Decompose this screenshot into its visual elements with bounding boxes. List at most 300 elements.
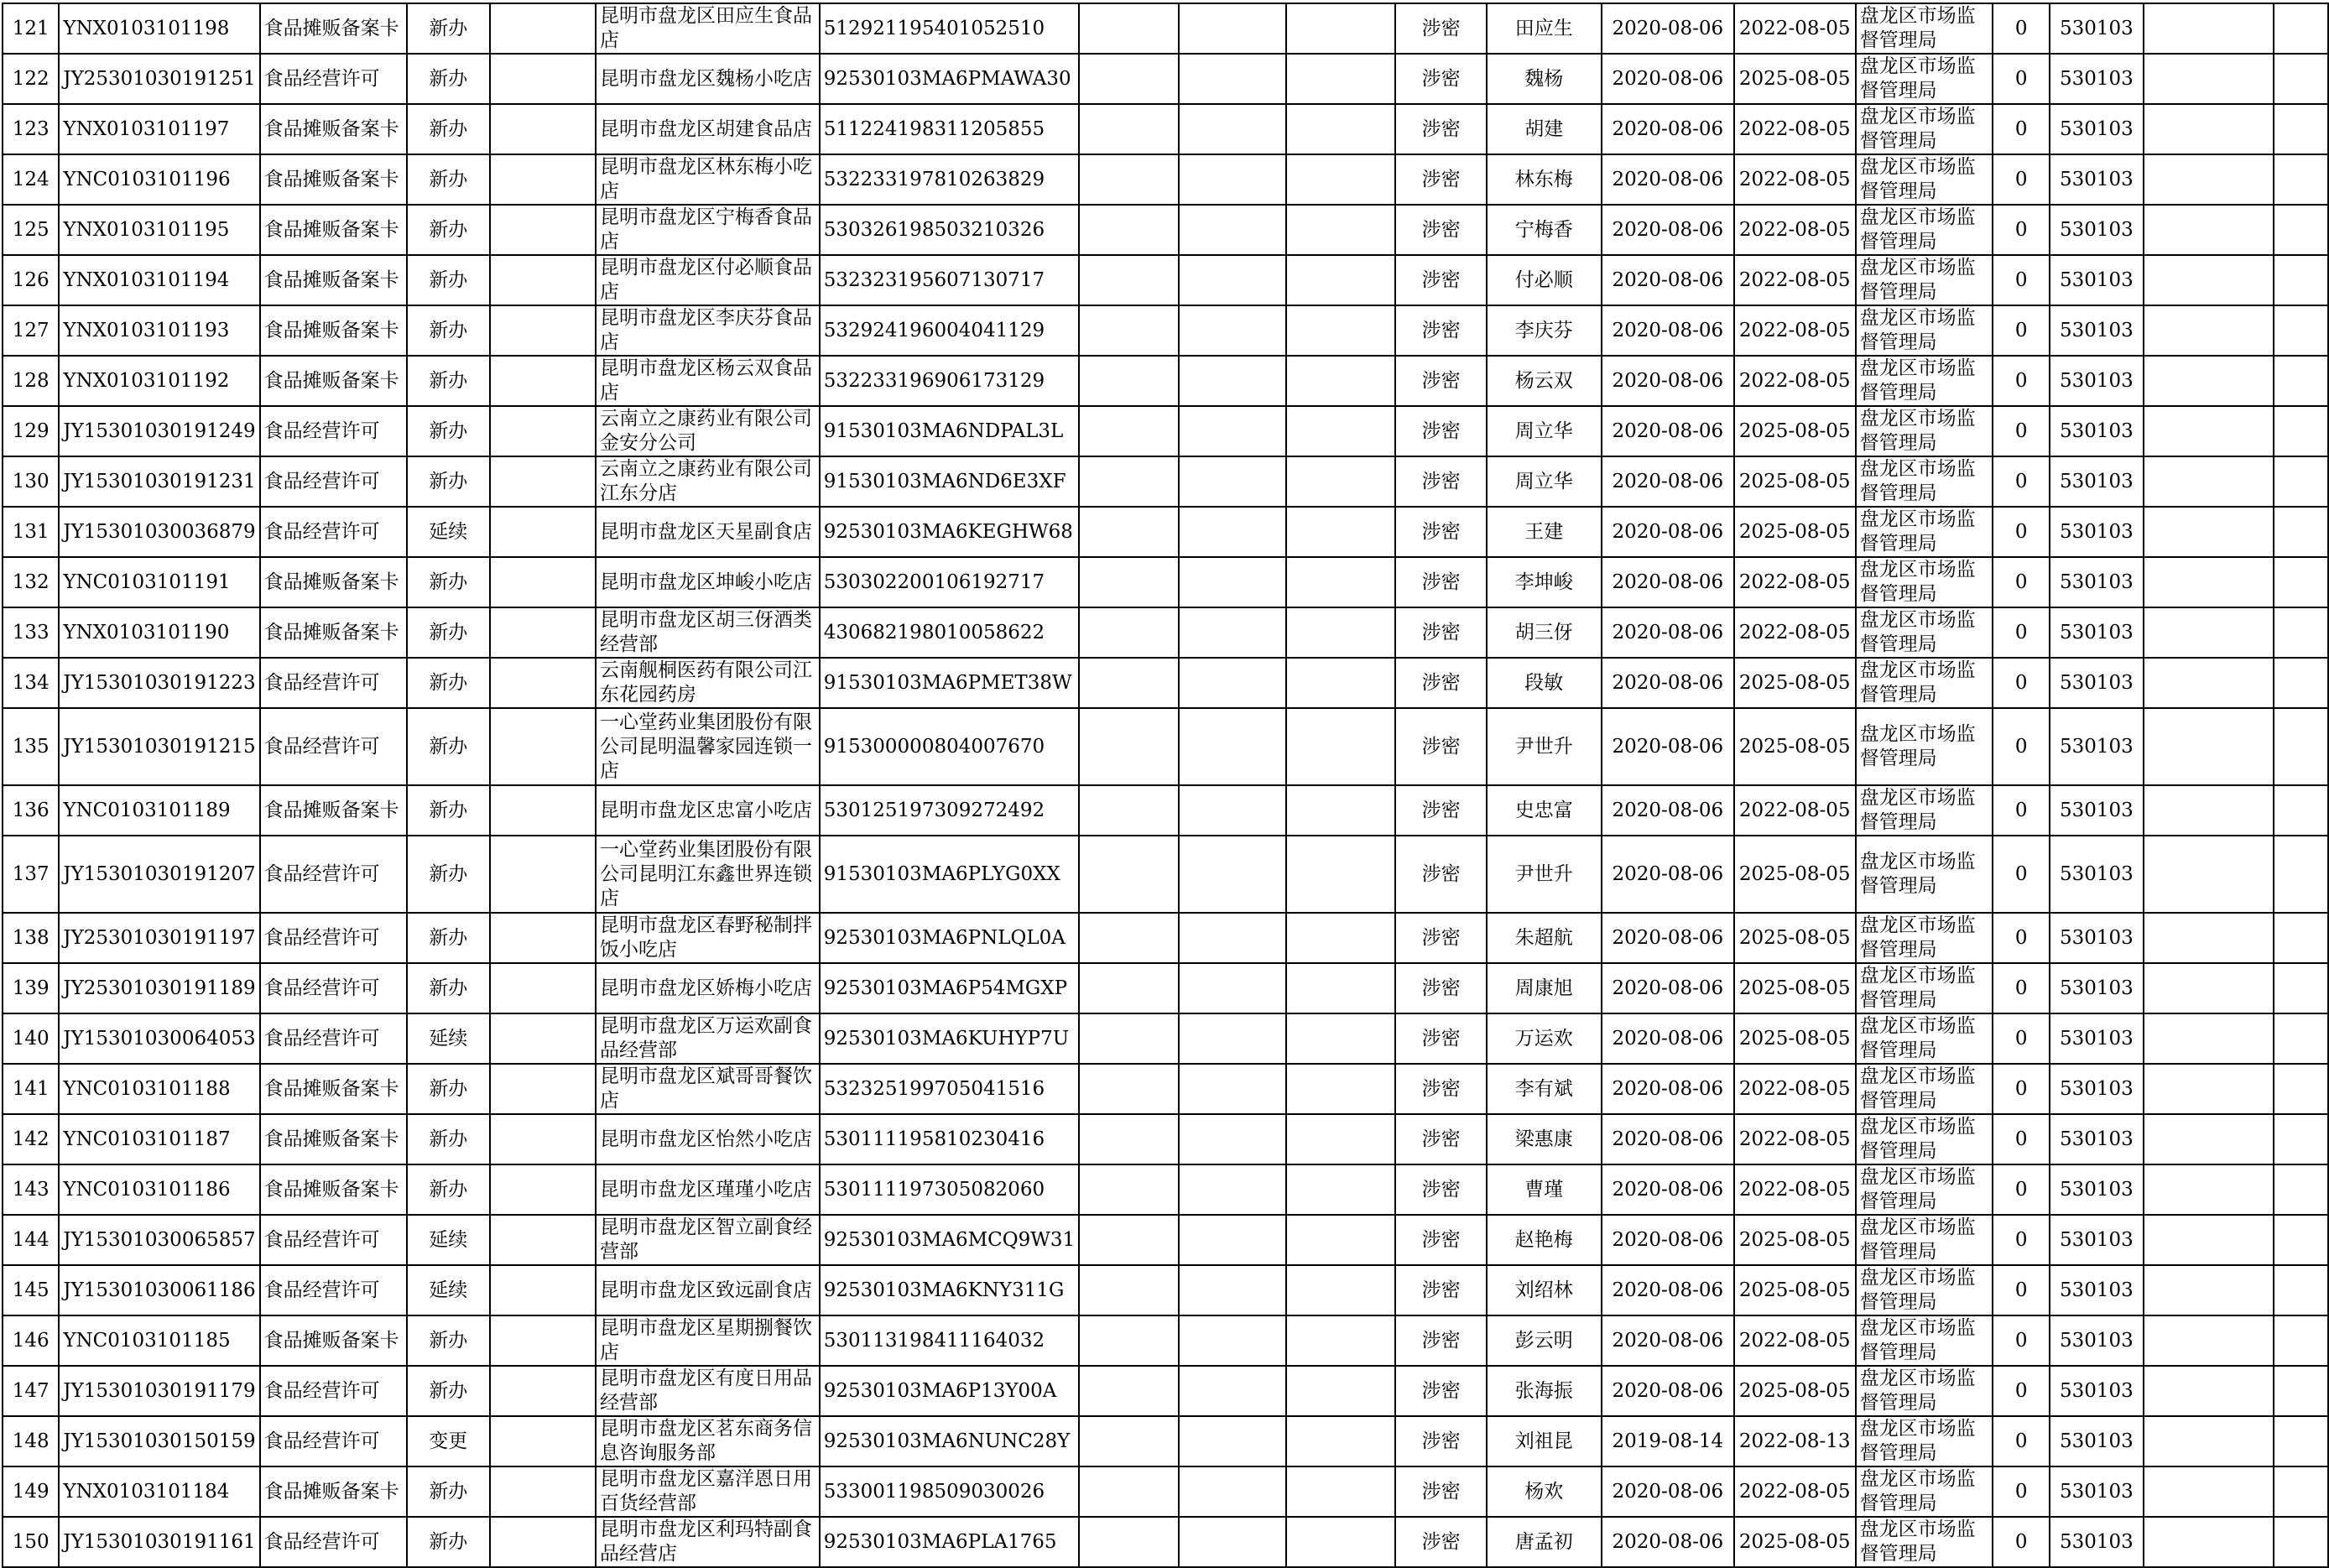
table-row <box>3 154 2328 205</box>
issuing-authority: 盘龙区市场监督管理局 <box>1856 1366 1993 1416</box>
business-name: 昆明市盘龙区忠富小吃店 <box>596 785 820 836</box>
area-code: 530103 <box>2050 1013 2143 1064</box>
area-code: 530103 <box>2050 1315 2143 1366</box>
empty-cell <box>1079 154 1179 205</box>
empty-cell <box>1179 406 1286 456</box>
empty-cell <box>490 557 596 607</box>
issuing-authority: 盘龙区市场监督管理局 <box>1856 963 1993 1013</box>
credit-code: 532233197810263829 <box>820 154 1079 205</box>
row-number: 123 <box>3 104 59 154</box>
license-type: 食品经营许可 <box>260 1265 407 1315</box>
area-code: 530103 <box>2050 1064 2143 1114</box>
empty-cell <box>1079 1114 1179 1164</box>
empty-cell <box>1286 1366 1395 1416</box>
responsible-person: 林东梅 <box>1487 154 1602 205</box>
valid-to-date: 2022-08-05 <box>1734 3 1856 54</box>
status-code: 0 <box>1993 1366 2050 1416</box>
license-number: YNX0103101193 <box>59 305 259 356</box>
license-action: 新办 <box>407 658 490 708</box>
empty-cell <box>2274 1265 2328 1315</box>
responsible-person: 刘祖昆 <box>1487 1416 1602 1466</box>
license-number: JY15301030191249 <box>59 406 259 456</box>
license-number: YNC0103101186 <box>59 1164 259 1215</box>
table-row <box>3 1315 2328 1366</box>
confidential-flag: 涉密 <box>1395 406 1486 456</box>
empty-cell <box>2144 406 2274 456</box>
empty-cell <box>1179 836 1286 913</box>
empty-cell <box>1079 255 1179 305</box>
license-number: YNC0103101191 <box>59 557 259 607</box>
credit-code: 532323195607130717 <box>820 255 1079 305</box>
valid-to-date: 2025-08-05 <box>1734 1215 1856 1265</box>
issuing-authority: 盘龙区市场监督管理局 <box>1856 1265 1993 1315</box>
valid-to-date: 2022-08-05 <box>1734 785 1856 836</box>
empty-cell <box>490 456 596 507</box>
empty-cell <box>1286 1466 1395 1517</box>
business-name: 昆明市盘龙区春野秘制拌饭小吃店 <box>596 913 820 963</box>
credit-code: 92530103MA6NUNC28Y <box>820 1416 1079 1466</box>
license-number: YNX0103101184 <box>59 1466 259 1517</box>
status-code: 0 <box>1993 658 2050 708</box>
empty-cell <box>2274 658 2328 708</box>
business-name: 昆明市盘龙区嘉洋恩日用百货经营部 <box>596 1466 820 1517</box>
license-type: 食品摊贩备案卡 <box>260 154 407 205</box>
empty-cell <box>490 963 596 1013</box>
valid-to-date: 2022-08-05 <box>1734 305 1856 356</box>
credit-code: 532325199705041516 <box>820 1064 1079 1114</box>
empty-cell <box>1286 3 1395 54</box>
license-action: 新办 <box>407 1315 490 1366</box>
empty-cell <box>1179 658 1286 708</box>
license-type: 食品摊贩备案卡 <box>260 1466 407 1517</box>
table-row <box>3 658 2328 708</box>
empty-cell <box>1179 54 1286 104</box>
license-type: 食品摊贩备案卡 <box>260 1114 407 1164</box>
empty-cell <box>2274 356 2328 406</box>
valid-to-date: 2022-08-05 <box>1734 1466 1856 1517</box>
empty-cell <box>1079 406 1179 456</box>
empty-cell <box>490 1366 596 1416</box>
row-number: 148 <box>3 1416 59 1466</box>
valid-from-date: 2019-08-14 <box>1602 1416 1734 1466</box>
empty-cell <box>2274 1215 2328 1265</box>
row-number: 140 <box>3 1013 59 1064</box>
confidential-flag: 涉密 <box>1395 356 1486 406</box>
table-row <box>3 1265 2328 1315</box>
valid-to-date: 2025-08-05 <box>1734 1265 1856 1315</box>
confidential-flag: 涉密 <box>1395 963 1486 1013</box>
status-code: 0 <box>1993 3 2050 54</box>
empty-cell <box>2274 507 2328 557</box>
confidential-flag: 涉密 <box>1395 205 1486 255</box>
business-name: 昆明市盘龙区李庆芬食品店 <box>596 305 820 356</box>
row-number: 130 <box>3 456 59 507</box>
empty-cell <box>2144 1315 2274 1366</box>
valid-from-date: 2020-08-06 <box>1602 1466 1734 1517</box>
row-number: 121 <box>3 3 59 54</box>
issuing-authority: 盘龙区市场监督管理局 <box>1856 3 1993 54</box>
responsible-person: 朱超航 <box>1487 913 1602 963</box>
empty-cell <box>1079 1013 1179 1064</box>
issuing-authority: 盘龙区市场监督管理局 <box>1856 305 1993 356</box>
status-code: 0 <box>1993 507 2050 557</box>
responsible-person: 段敏 <box>1487 658 1602 708</box>
issuing-authority: 盘龙区市场监督管理局 <box>1856 406 1993 456</box>
business-name: 云南舰桐医药有限公司江东花园药房 <box>596 658 820 708</box>
table-row <box>3 1517 2328 1567</box>
empty-cell <box>1179 1366 1286 1416</box>
status-code: 0 <box>1993 1315 2050 1366</box>
table-row <box>3 1114 2328 1164</box>
empty-cell <box>1179 305 1286 356</box>
valid-to-date: 2025-08-05 <box>1734 456 1856 507</box>
empty-cell <box>1286 913 1395 963</box>
empty-cell <box>1179 356 1286 406</box>
valid-to-date: 2025-08-05 <box>1734 836 1856 913</box>
business-name: 云南立之康药业有限公司江东分店 <box>596 456 820 507</box>
empty-cell <box>2274 406 2328 456</box>
empty-cell <box>1079 507 1179 557</box>
issuing-authority: 盘龙区市场监督管理局 <box>1856 1416 1993 1466</box>
status-code: 0 <box>1993 255 2050 305</box>
empty-cell <box>2144 356 2274 406</box>
business-name: 昆明市盘龙区田应生食品店 <box>596 3 820 54</box>
valid-from-date: 2020-08-06 <box>1602 1366 1734 1416</box>
license-action: 新办 <box>407 255 490 305</box>
row-number: 146 <box>3 1315 59 1366</box>
issuing-authority: 盘龙区市场监督管理局 <box>1856 557 1993 607</box>
area-code: 530103 <box>2050 205 2143 255</box>
empty-cell <box>1286 708 1395 785</box>
empty-cell <box>2144 1164 2274 1215</box>
row-number: 132 <box>3 557 59 607</box>
status-code: 0 <box>1993 356 2050 406</box>
valid-to-date: 2022-08-05 <box>1734 1315 1856 1366</box>
responsible-person: 尹世升 <box>1487 836 1602 913</box>
empty-cell <box>490 913 596 963</box>
empty-cell <box>2144 255 2274 305</box>
license-number: JY25301030191189 <box>59 963 259 1013</box>
empty-cell <box>1179 1215 1286 1265</box>
credit-code: 512921195401052510 <box>820 3 1079 54</box>
valid-from-date: 2020-08-06 <box>1602 205 1734 255</box>
row-number: 149 <box>3 1466 59 1517</box>
empty-cell <box>490 1416 596 1466</box>
area-code: 530103 <box>2050 963 2143 1013</box>
responsible-person: 梁惠康 <box>1487 1114 1602 1164</box>
empty-cell <box>1079 963 1179 1013</box>
empty-cell <box>2144 205 2274 255</box>
empty-cell <box>490 1315 596 1366</box>
status-code: 0 <box>1993 104 2050 154</box>
responsible-person: 彭云明 <box>1487 1315 1602 1366</box>
license-number: JY15301030036879 <box>59 507 259 557</box>
empty-cell <box>1286 456 1395 507</box>
responsible-person: 宁梅香 <box>1487 205 1602 255</box>
empty-cell <box>1286 658 1395 708</box>
responsible-person: 杨欢 <box>1487 1466 1602 1517</box>
valid-to-date: 2022-08-05 <box>1734 154 1856 205</box>
empty-cell <box>2144 3 2274 54</box>
credit-code: 91530103MA6ND6E3XF <box>820 456 1079 507</box>
issuing-authority: 盘龙区市场监督管理局 <box>1856 708 1993 785</box>
issuing-authority: 盘龙区市场监督管理局 <box>1856 836 1993 913</box>
empty-cell <box>2144 104 2274 154</box>
status-code: 0 <box>1993 836 2050 913</box>
confidential-flag: 涉密 <box>1395 1416 1486 1466</box>
area-code: 530103 <box>2050 1517 2143 1567</box>
table-row <box>3 205 2328 255</box>
confidential-flag: 涉密 <box>1395 1064 1486 1114</box>
empty-cell <box>1079 1315 1179 1366</box>
empty-cell <box>2274 785 2328 836</box>
empty-cell <box>2144 557 2274 607</box>
empty-cell <box>2274 1064 2328 1114</box>
confidential-flag: 涉密 <box>1395 54 1486 104</box>
empty-cell <box>2274 54 2328 104</box>
license-type: 食品摊贩备案卡 <box>260 356 407 406</box>
area-code: 530103 <box>2050 1164 2143 1215</box>
valid-from-date: 2020-08-06 <box>1602 54 1734 104</box>
valid-to-date: 2025-08-05 <box>1734 913 1856 963</box>
valid-to-date: 2022-08-05 <box>1734 104 1856 154</box>
table-row <box>3 507 2328 557</box>
area-code: 530103 <box>2050 836 2143 913</box>
empty-cell <box>1286 836 1395 913</box>
empty-cell <box>2144 836 2274 913</box>
empty-cell <box>2144 154 2274 205</box>
empty-cell <box>2144 456 2274 507</box>
valid-to-date: 2022-08-05 <box>1734 1114 1856 1164</box>
empty-cell <box>2144 1517 2274 1567</box>
row-number: 147 <box>3 1366 59 1416</box>
credit-code: 92530103MA6MCQ9W31 <box>820 1215 1079 1265</box>
empty-cell <box>2274 1013 2328 1064</box>
responsible-person: 周立华 <box>1487 406 1602 456</box>
credit-code: 92530103MA6KNY311G <box>820 1265 1079 1315</box>
business-name: 昆明市盘龙区智立副食经营部 <box>596 1215 820 1265</box>
row-number: 131 <box>3 507 59 557</box>
empty-cell <box>490 305 596 356</box>
valid-from-date: 2020-08-06 <box>1602 658 1734 708</box>
empty-cell <box>2274 1416 2328 1466</box>
credit-code: 92530103MA6PMAWA30 <box>820 54 1079 104</box>
license-action: 新办 <box>407 1466 490 1517</box>
empty-cell <box>2144 1013 2274 1064</box>
table-body <box>3 3 2328 1567</box>
area-code: 530103 <box>2050 785 2143 836</box>
credit-code: 92530103MA6KUHYP7U <box>820 1013 1079 1064</box>
valid-to-date: 2022-08-05 <box>1734 607 1856 658</box>
row-number: 135 <box>3 708 59 785</box>
license-type: 食品经营许可 <box>260 1517 407 1567</box>
responsible-person: 曹瑾 <box>1487 1164 1602 1215</box>
empty-cell <box>490 1013 596 1064</box>
empty-cell <box>1286 255 1395 305</box>
status-code: 0 <box>1993 963 2050 1013</box>
area-code: 530103 <box>2050 708 2143 785</box>
empty-cell <box>2274 963 2328 1013</box>
license-number: JY15301030191161 <box>59 1517 259 1567</box>
credit-code: 533001198509030026 <box>820 1466 1079 1517</box>
valid-to-date: 2025-08-05 <box>1734 1013 1856 1064</box>
area-code: 530103 <box>2050 154 2143 205</box>
license-action: 新办 <box>407 205 490 255</box>
empty-cell <box>1179 1265 1286 1315</box>
business-name: 昆明市盘龙区利玛特副食品经营店 <box>596 1517 820 1567</box>
business-name: 昆明市盘龙区胡三伢酒类经营部 <box>596 607 820 658</box>
empty-cell <box>2144 54 2274 104</box>
empty-cell <box>2144 658 2274 708</box>
business-name: 昆明市盘龙区星期捌餐饮店 <box>596 1315 820 1366</box>
responsible-person: 李庆芬 <box>1487 305 1602 356</box>
area-code: 530103 <box>2050 104 2143 154</box>
status-code: 0 <box>1993 1013 2050 1064</box>
empty-cell <box>1179 1315 1286 1366</box>
issuing-authority: 盘龙区市场监督管理局 <box>1856 154 1993 205</box>
empty-cell <box>1286 1265 1395 1315</box>
empty-cell <box>490 1265 596 1315</box>
responsible-person: 赵艳梅 <box>1487 1215 1602 1265</box>
issuing-authority: 盘龙区市场监督管理局 <box>1856 1164 1993 1215</box>
license-action: 延续 <box>407 1265 490 1315</box>
empty-cell <box>1179 104 1286 154</box>
empty-cell <box>2274 708 2328 785</box>
empty-cell <box>1079 1265 1179 1315</box>
responsible-person: 付必顺 <box>1487 255 1602 305</box>
responsible-person: 刘绍林 <box>1487 1265 1602 1315</box>
row-number: 143 <box>3 1164 59 1215</box>
empty-cell <box>1079 356 1179 406</box>
empty-cell <box>1179 557 1286 607</box>
business-name: 昆明市盘龙区付必顺食品店 <box>596 255 820 305</box>
license-action: 新办 <box>407 607 490 658</box>
row-number: 134 <box>3 658 59 708</box>
credit-code: 511224198311205855 <box>820 104 1079 154</box>
area-code: 530103 <box>2050 1366 2143 1416</box>
table-row <box>3 1013 2328 1064</box>
empty-cell <box>1079 104 1179 154</box>
valid-from-date: 2020-08-06 <box>1602 557 1734 607</box>
responsible-person: 李坤峻 <box>1487 557 1602 607</box>
license-number: YNX0103101190 <box>59 607 259 658</box>
row-number: 124 <box>3 154 59 205</box>
row-number: 144 <box>3 1215 59 1265</box>
empty-cell <box>1079 305 1179 356</box>
table-row <box>3 255 2328 305</box>
license-action: 新办 <box>407 1064 490 1114</box>
empty-cell <box>2144 1215 2274 1265</box>
table-row <box>3 557 2328 607</box>
area-code: 530103 <box>2050 1416 2143 1466</box>
area-code: 530103 <box>2050 356 2143 406</box>
table-row <box>3 1366 2328 1416</box>
issuing-authority: 盘龙区市场监督管理局 <box>1856 658 1993 708</box>
confidential-flag: 涉密 <box>1395 1265 1486 1315</box>
empty-cell <box>2274 607 2328 658</box>
empty-cell <box>1179 3 1286 54</box>
empty-cell <box>2144 963 2274 1013</box>
valid-to-date: 2022-08-05 <box>1734 1064 1856 1114</box>
valid-to-date: 2022-08-05 <box>1734 557 1856 607</box>
credit-code: 92530103MA6P54MGXP <box>820 963 1079 1013</box>
valid-to-date: 2025-08-05 <box>1734 1366 1856 1416</box>
empty-cell <box>2144 1366 2274 1416</box>
license-table <box>2 3 2329 1568</box>
confidential-flag: 涉密 <box>1395 1517 1486 1567</box>
empty-cell <box>1286 54 1395 104</box>
empty-cell <box>1079 1517 1179 1567</box>
table-row <box>3 836 2328 913</box>
status-code: 0 <box>1993 1466 2050 1517</box>
license-action: 新办 <box>407 913 490 963</box>
valid-to-date: 2025-08-05 <box>1734 406 1856 456</box>
confidential-flag: 涉密 <box>1395 305 1486 356</box>
issuing-authority: 盘龙区市场监督管理局 <box>1856 356 1993 406</box>
license-action: 新办 <box>407 1517 490 1567</box>
row-number: 150 <box>3 1517 59 1567</box>
issuing-authority: 盘龙区市场监督管理局 <box>1856 607 1993 658</box>
empty-cell <box>1079 205 1179 255</box>
table-row <box>3 607 2328 658</box>
empty-cell <box>1079 1466 1179 1517</box>
license-number: JY15301030191207 <box>59 836 259 913</box>
business-name: 昆明市盘龙区林东梅小吃店 <box>596 154 820 205</box>
status-code: 0 <box>1993 1416 2050 1466</box>
credit-code: 530326198503210326 <box>820 205 1079 255</box>
status-code: 0 <box>1993 557 2050 607</box>
empty-cell <box>1286 205 1395 255</box>
license-number: JY25301030191197 <box>59 913 259 963</box>
empty-cell <box>2274 3 2328 54</box>
empty-cell <box>1286 1315 1395 1366</box>
credit-code: 532233196906173129 <box>820 356 1079 406</box>
valid-to-date: 2022-08-13 <box>1734 1416 1856 1466</box>
area-code: 530103 <box>2050 54 2143 104</box>
credit-code: 91530103MA6NDPAL3L <box>820 406 1079 456</box>
responsible-person: 周康旭 <box>1487 963 1602 1013</box>
issuing-authority: 盘龙区市场监督管理局 <box>1856 913 1993 963</box>
empty-cell <box>1079 1164 1179 1215</box>
status-code: 0 <box>1993 1265 2050 1315</box>
empty-cell <box>1179 1064 1286 1114</box>
issuing-authority: 盘龙区市场监督管理局 <box>1856 507 1993 557</box>
empty-cell <box>1286 963 1395 1013</box>
empty-cell <box>1179 1114 1286 1164</box>
license-type: 食品摊贩备案卡 <box>260 607 407 658</box>
row-number: 142 <box>3 1114 59 1164</box>
license-number: JY15301030065857 <box>59 1215 259 1265</box>
confidential-flag: 涉密 <box>1395 3 1486 54</box>
table-row <box>3 913 2328 963</box>
table-row <box>3 708 2328 785</box>
confidential-flag: 涉密 <box>1395 557 1486 607</box>
empty-cell <box>1079 1416 1179 1466</box>
empty-cell <box>2274 205 2328 255</box>
empty-cell <box>1286 305 1395 356</box>
confidential-flag: 涉密 <box>1395 1466 1486 1517</box>
empty-cell <box>1079 3 1179 54</box>
empty-cell <box>490 785 596 836</box>
credit-code: 92530103MA6PLA1765 <box>820 1517 1079 1567</box>
license-type: 食品摊贩备案卡 <box>260 785 407 836</box>
area-code: 530103 <box>2050 557 2143 607</box>
empty-cell <box>490 708 596 785</box>
responsible-person: 杨云双 <box>1487 356 1602 406</box>
empty-cell <box>1079 658 1179 708</box>
empty-cell <box>1179 255 1286 305</box>
business-name: 昆明市盘龙区斌哥哥餐饮店 <box>596 1064 820 1114</box>
